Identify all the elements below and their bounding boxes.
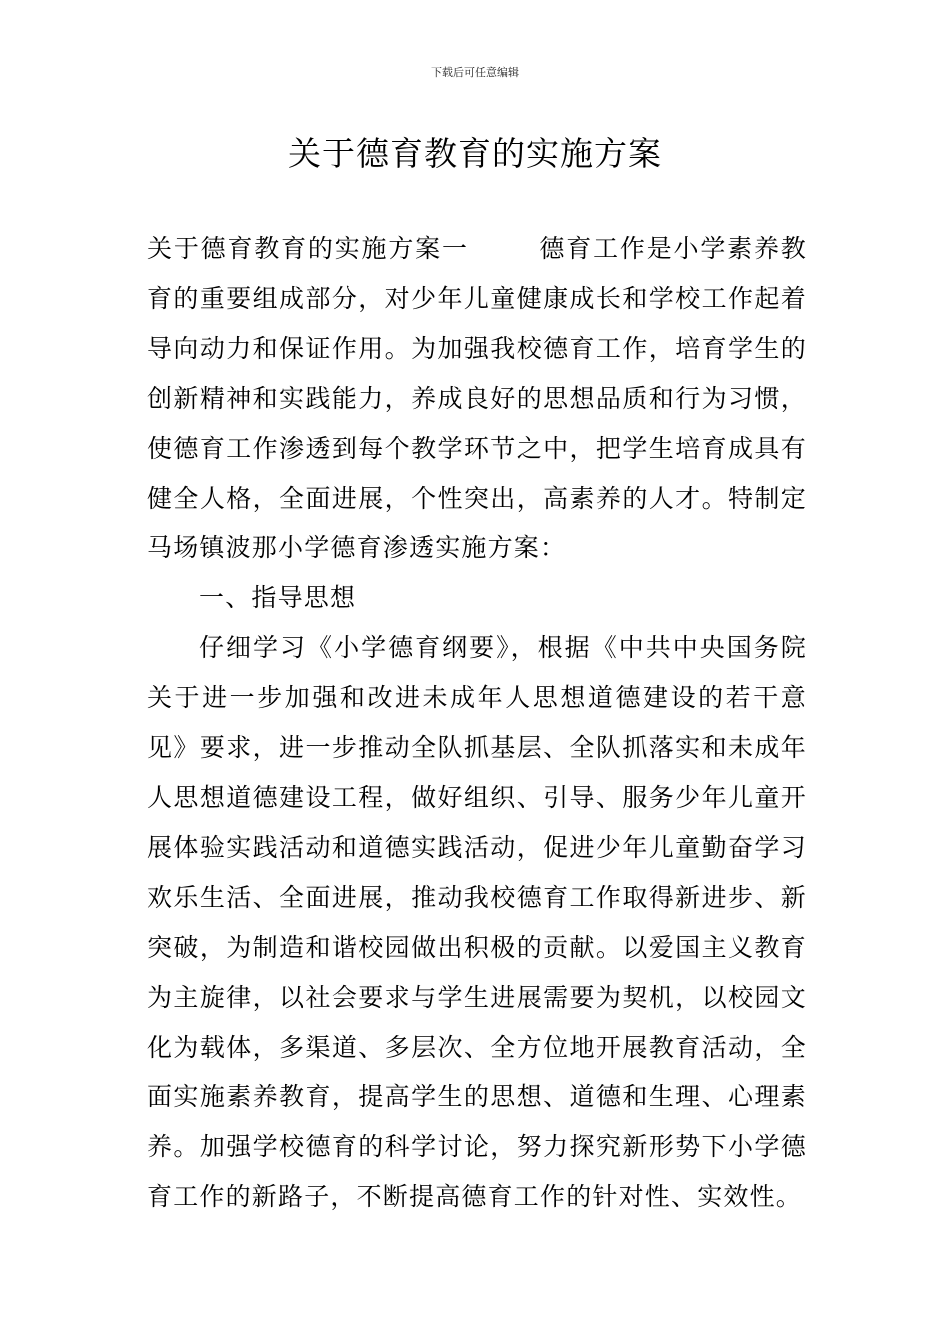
section-paragraph-guiding-ideology: 仔细学习《小学德育纲要》，根据《中共中央国务院关于进一步加强和改进未成年人思想道德建设的若干意见》要求，进一步推动全队抓基层、全队抓落实和未成年人思想道德建设工程，做好组织、引导、服务少年儿童开展体验实践活动和道德实践活动，促进少年儿童勤奋学习欢乐生活、全面进展，推动我校德育工作取得新进步、新突破，为制造和谐校园做出积极的贡献。以爱国主义教育为主旋律，以社会要求与学生进展需要为契机，以校园文化为载体，多渠道、多层次、全方位地开展教育活动，全面实施素养教育，提高学生的思想、道德和生理、心理素养。加强学校德育的科学讨论，努力探究新形势下小学德育工作的新路子，不断提高德育工作的针对性、实效性。 <box>147 633 807 1212</box>
intro-text: 德育工作是小学素养教育的重要组成部分，对少年儿童健康成长和学校工作起着导向动力和保证作用。为加强我校德育工作，培育学生的创新精神和实践能力，养成良好的思想品质和行为习惯，使德育工作渗透到每个教学环节之中，把学生培育成具有健全人格，全面进展，个性突出，高素养的人才。特制定马场镇波那小学德育渗透实施方案： <box>147 234 807 563</box>
intro-paragraph <box>147 224 807 573</box>
document-body <box>147 224 807 1222</box>
document-title: 关于德育教育的实施方案 <box>288 134 662 173</box>
intro-lead: 关于德育教育的实施方案一 <box>147 234 469 263</box>
header-note: 下载后可任意编辑 <box>431 66 519 79</box>
section-heading-guiding-ideology: 一、指导思想 <box>199 583 357 613</box>
